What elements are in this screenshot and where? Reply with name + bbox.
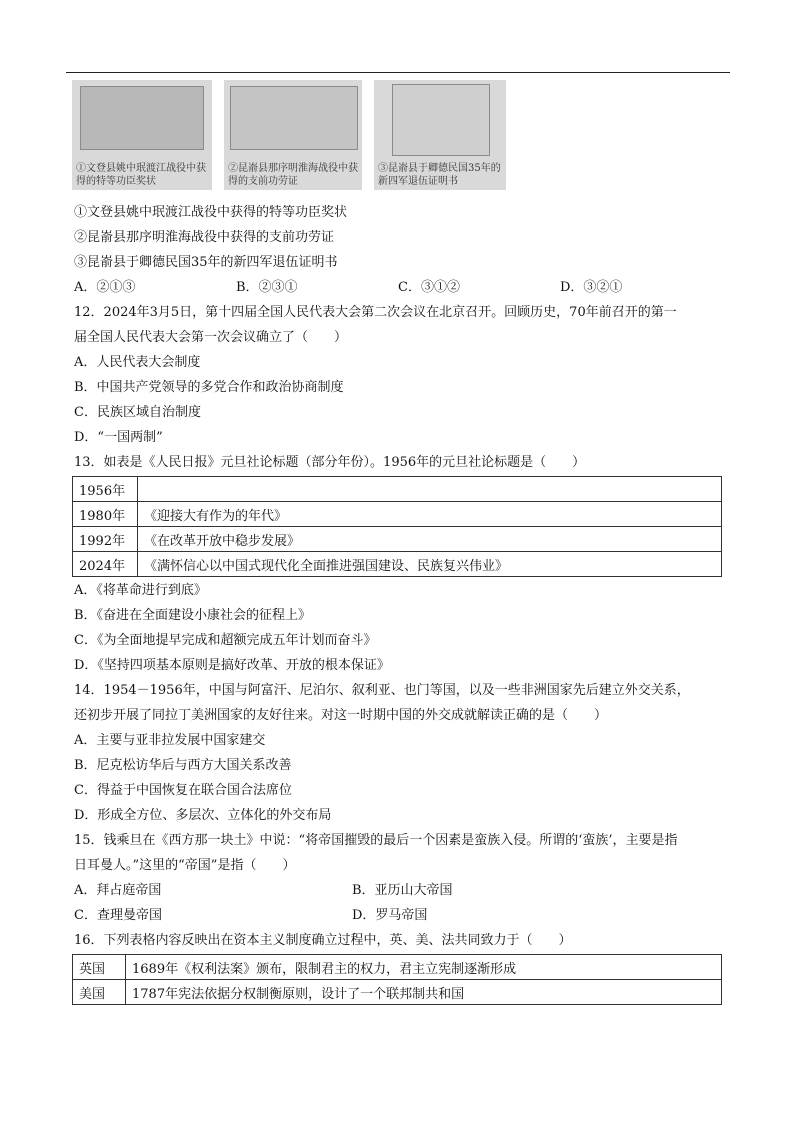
q11-option-c[interactable]: C．③①② xyxy=(398,280,460,295)
q14-option-d[interactable]: D．形成全方位、多层次、立体化的外交布局 xyxy=(74,808,332,823)
table-cell: 《在改革开放中稳步发展》 xyxy=(138,527,722,552)
document-image xyxy=(230,86,358,150)
q14-option-b[interactable]: B．尼克松访华后与西方大国关系改善 xyxy=(74,758,292,773)
document-image xyxy=(80,86,204,150)
q13-option-d[interactable]: D．《坚持四项基本原则是搞好改革、开放的根本保证》 xyxy=(74,658,390,673)
table-cell: 《迎接大有作为的年代》 xyxy=(138,502,722,527)
q12-option-c[interactable]: C．民族区域自治制度 xyxy=(74,405,201,420)
table-cell: 1689年《权利法案》颁布，限制君主的权力，君主立宪制逐渐形成 xyxy=(126,955,722,980)
q11-option-b[interactable]: B．②③① xyxy=(236,280,298,295)
document-image xyxy=(392,84,490,156)
q15-stem-cont: 日耳曼人。”这里的“帝国”是指（ ） xyxy=(74,858,296,873)
photo-award-certificate xyxy=(72,80,212,190)
table-row xyxy=(73,955,722,980)
q15-option-b[interactable]: B．亚历山大帝国 xyxy=(352,883,453,898)
table-cell: 美国 xyxy=(73,980,126,1005)
table-row xyxy=(73,527,722,552)
q16-stem: 16．下列表格内容反映出在资本主义制度确立过程中，英、美、法共同致力于（ ） xyxy=(74,933,572,948)
q12-stem-cont: 届全国人民代表大会第一次会议确立了（ ） xyxy=(74,330,348,345)
q13-option-c[interactable]: C．《为全面地提早完成和超额完成五年计划而奋斗》 xyxy=(74,633,377,648)
q13-stem: 13．如表是《人民日报》元旦社论标题（部分年份）。1956年的元旦社论标题是（ ） xyxy=(74,455,586,470)
q15-option-c[interactable]: C．查理曼帝国 xyxy=(74,908,162,923)
photo-caption: ③昆嵛县于卿德民国35年的新四军退伍证明书 xyxy=(378,163,501,187)
q12-option-a[interactable]: A．人民代表大会制度 xyxy=(74,355,201,370)
table-cell: 英国 xyxy=(73,955,126,980)
table-cell: 1992年 xyxy=(73,527,138,552)
photo-caption: ②昆嵛县那序明淮海战役中获得的支前功劳证 xyxy=(228,163,358,187)
q11-item-2: ②昆嵛县那序明淮海战役中获得的支前功劳证 xyxy=(74,230,335,245)
q12-stem: 12．2024年3月5日，第十四届全国人民代表大会第二次会议在北京召开。回顾历史，70年前召开的第一 xyxy=(74,305,677,320)
q14-option-a[interactable]: A．主要与亚非拉发展中国家建交 xyxy=(74,733,266,748)
table-cell xyxy=(138,477,722,502)
header-rule xyxy=(66,72,730,73)
table-cell: 1787年宪法依据分权制衡原则，设计了一个联邦制共和国 xyxy=(126,980,722,1005)
table-row xyxy=(73,477,722,502)
q11-option-d[interactable]: D．③②① xyxy=(560,280,623,295)
table-cell: 2024年 xyxy=(73,552,138,577)
q15-option-d[interactable]: D．罗马帝国 xyxy=(352,908,428,923)
q13-table xyxy=(72,476,722,577)
photo-merit-certificate xyxy=(224,80,362,190)
q13-option-a[interactable]: A．《将革命进行到底》 xyxy=(74,583,207,598)
q11-item-3: ③昆嵛县于卿德民国35年的新四军退伍证明书 xyxy=(74,255,338,270)
table-row xyxy=(73,980,722,1005)
q14-stem-cont: 还初步开展了同拉丁美洲国家的友好往来。对这一时期中国的外交成就解读正确的是（ ） xyxy=(74,708,608,723)
table-row xyxy=(73,502,722,527)
q14-stem: 14．1954－1956年，中国与阿富汗、尼泊尔、叙利亚、也门等国，以及一些非洲国家先后建立外交关系， xyxy=(74,683,690,698)
q12-option-d[interactable]: D．“一国两制” xyxy=(74,430,163,445)
table-cell: 1956年 xyxy=(73,477,138,502)
q11-option-a[interactable]: A．②①③ xyxy=(74,280,136,295)
table-row xyxy=(73,552,722,577)
q15-stem: 15．钱乘旦在《西方那一块土》中说：“将帝国摧毁的最后一个因素是蛮族入侵。所谓的‘蛮族’，主要是指 xyxy=(74,833,678,848)
photo-discharge-certificate xyxy=(374,80,506,190)
table-cell: 《满怀信心以中国式现代化全面推进强国建设、民族复兴伟业》 xyxy=(138,552,722,577)
q15-option-a[interactable]: A．拜占庭帝国 xyxy=(74,883,162,898)
table-cell: 1980年 xyxy=(73,502,138,527)
q14-option-c[interactable]: C．得益于中国恢复在联合国合法席位 xyxy=(74,783,292,798)
photo-caption: ①文登县姚中珉渡江战役中获得的特等功臣奖状 xyxy=(76,163,206,187)
q13-option-b[interactable]: B．《奋进在全面建设小康社会的征程上》 xyxy=(74,608,312,623)
q12-option-b[interactable]: B．中国共产党领导的多党合作和政治协商制度 xyxy=(74,380,344,395)
q16-table xyxy=(72,954,722,1005)
q11-item-1: ①文登县姚中珉渡江战役中获得的特等功臣奖状 xyxy=(74,205,348,220)
